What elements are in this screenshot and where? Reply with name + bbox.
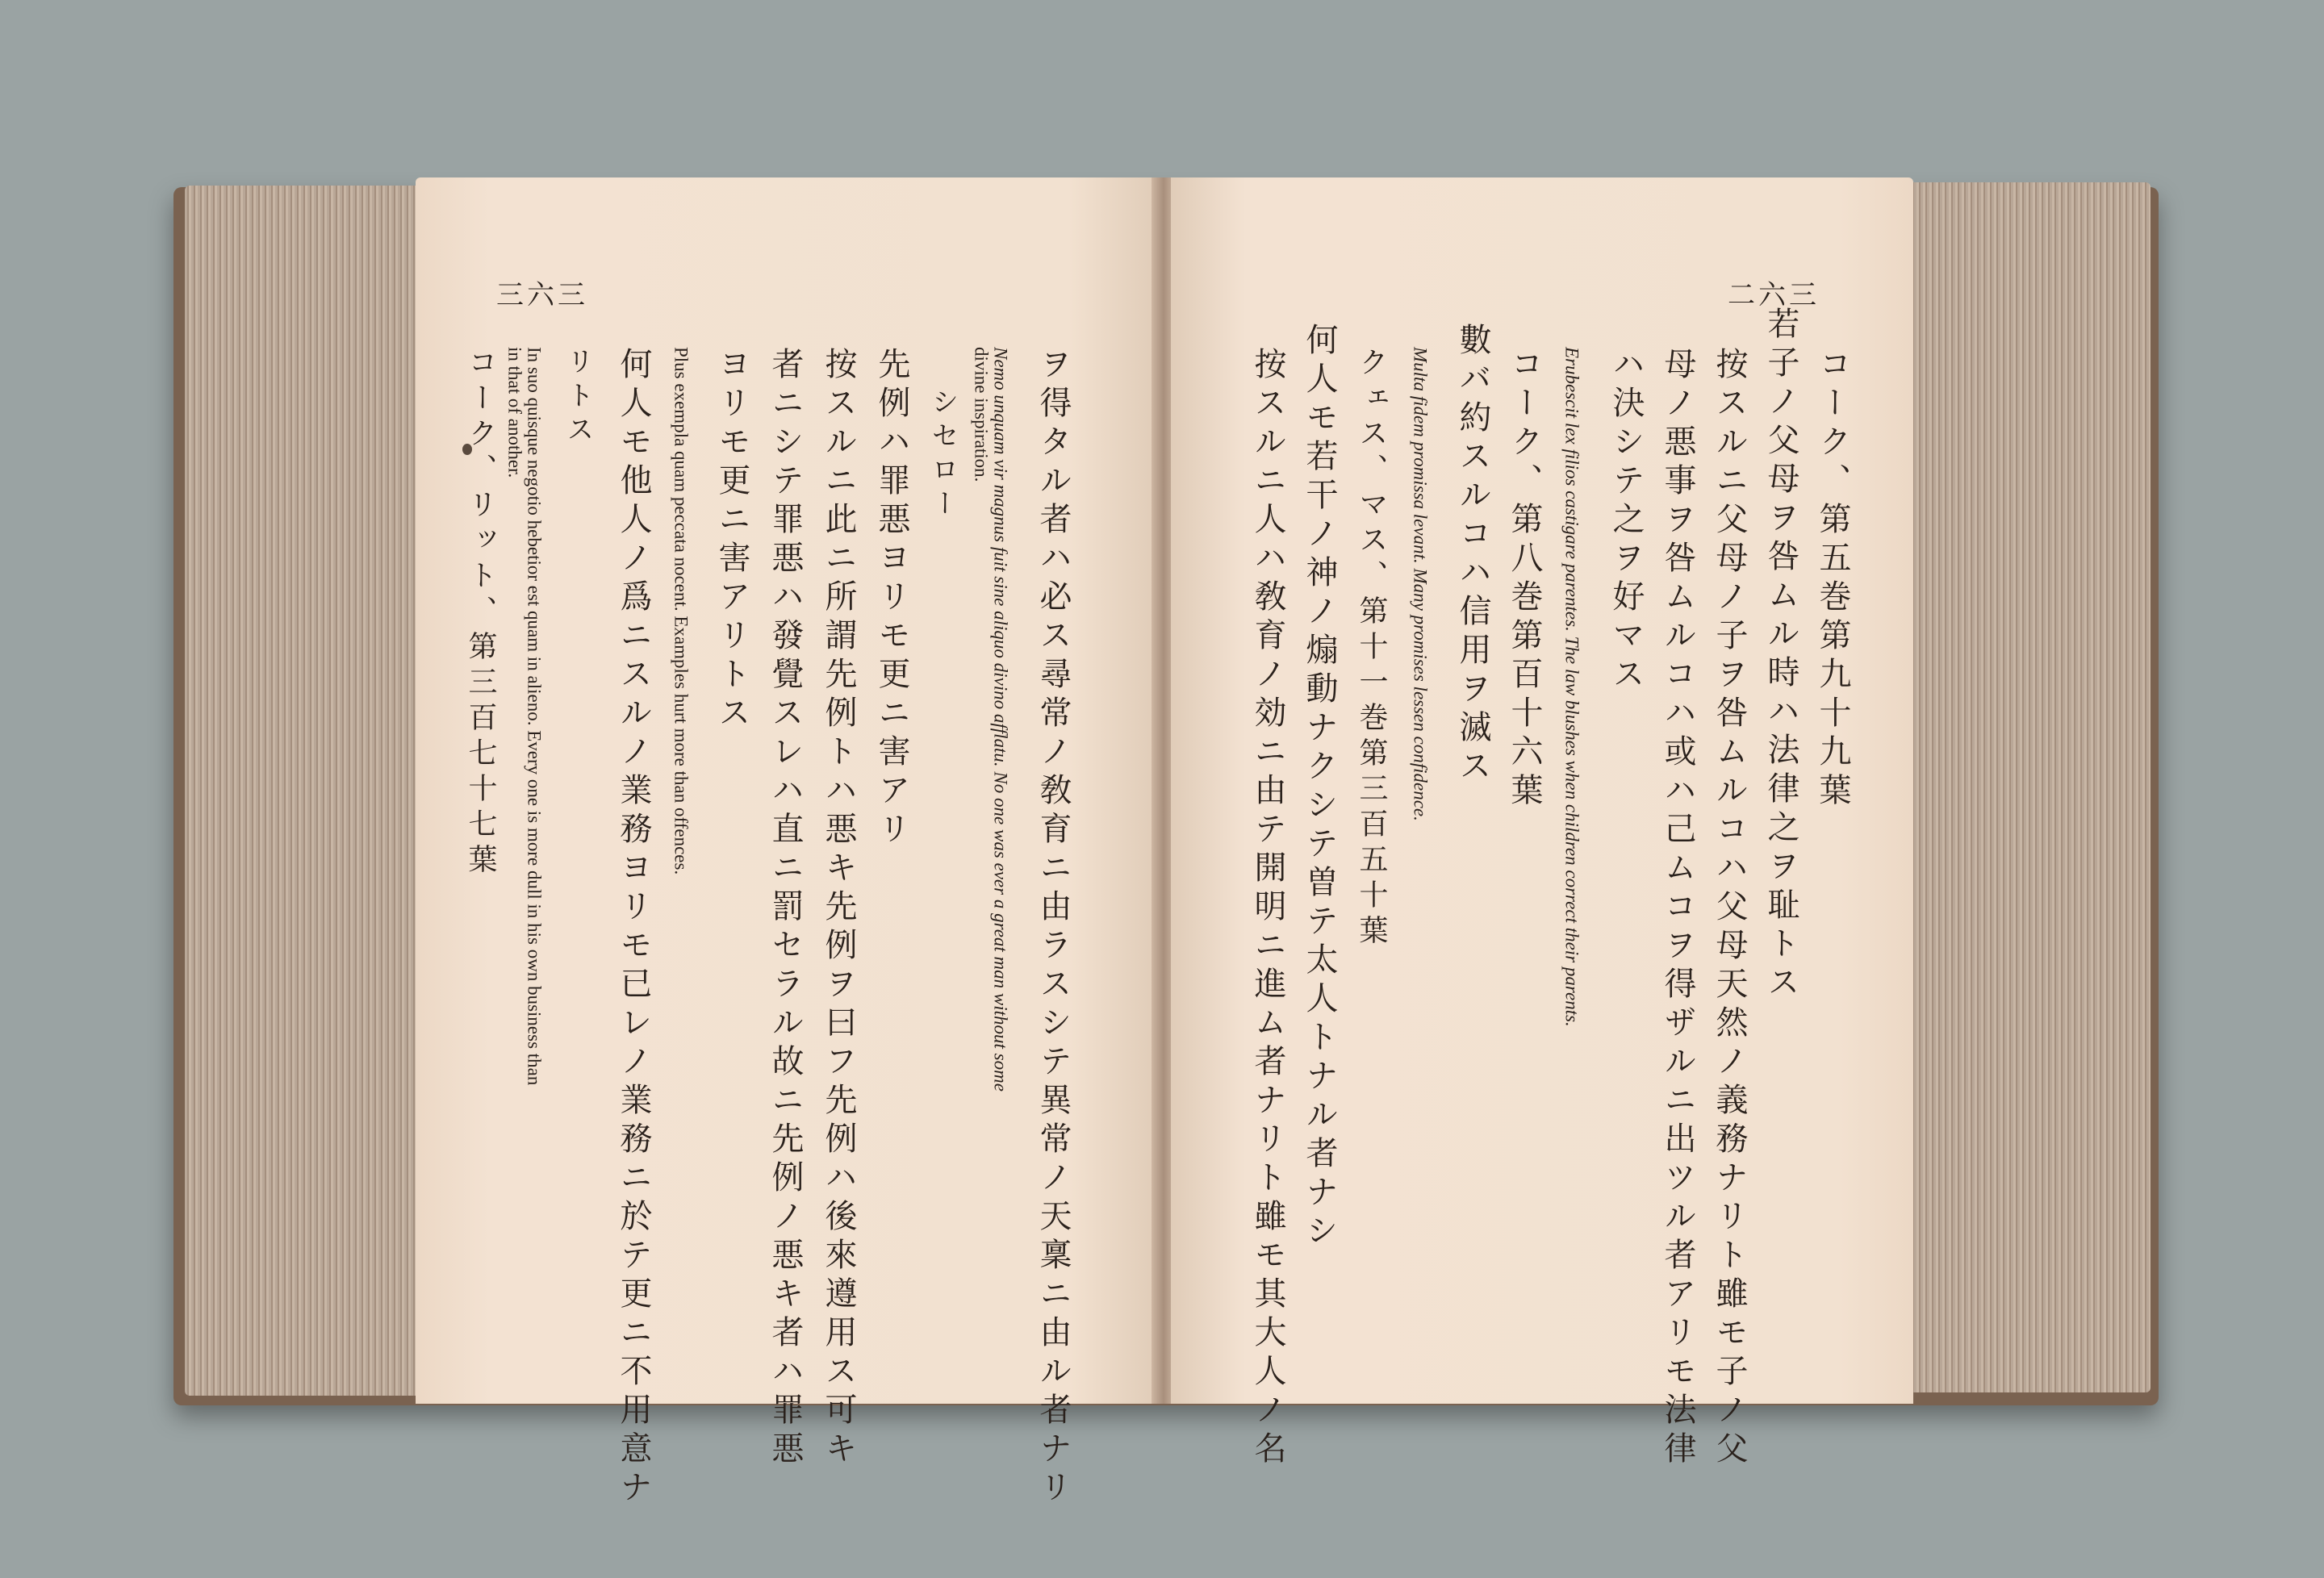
right-line-10: クェス、マス、第十一巻第三百五十葉 (1355, 347, 1388, 950)
left-line-10: 何人モ他人ノ爲ニスルノ業務ヨリモ已レノ業務ニ於テ更ニ不用意ナ (615, 347, 652, 1509)
left-line-12: In suo quisque negotio hebetior est quam in alieno. Every one is more dull in his own business than (524, 347, 545, 1086)
right-line-6: Erubescit lex filios castigare parentes. The law blushes when children correct their parents. (1561, 347, 1582, 1027)
right-line-8: 數バ約スルコハ信用ヲ滅ス (1454, 323, 1491, 787)
right-line-7: コーク、第八巻第百十六葉 (1506, 347, 1543, 812)
right-line-3: 按スルニ父母ノ子ヲ咎ムルコハ父母天然ノ義務ナリト雖モ子ノ父 (1711, 347, 1748, 1470)
left-line-1: ヲ得タル者ハ必ス尋常ノ敎育ニ由ラスシテ異常ノ天稟ニ由ル者ナリ (1035, 347, 1072, 1509)
left-line-14: コーク、リット、第三百七十七葉 (464, 347, 497, 879)
open-book (173, 177, 2159, 1509)
left-line-2: Nemo unquam vir magnus fuit sine aliquo divino afflatu. No one was ever a great man without some (990, 347, 1011, 1092)
right-page-number: 二六三 (1728, 279, 1820, 311)
right-page-edges (1884, 182, 2151, 1392)
right-line-5: ハ決シテ之ヲ好マス (1607, 347, 1645, 695)
left-line-3: divine inspiration. (971, 347, 992, 482)
left-line-6: 按スルニ此ニ所謂先例トハ悪キ先例ヲ曰フ先例ハ後來遵用ス可キ (820, 347, 857, 1470)
left-line-13: in that of another. (504, 347, 525, 478)
left-line-11: リトス (562, 347, 594, 449)
left-page (416, 177, 1158, 1509)
right-line-1: コーク、第五巻第九十九葉 (1814, 347, 1851, 812)
right-line-12: 按スルニ人ハ敎育ノ効ニ由テ開明ニ進ム者ナリト雖モ其大人ノ名 (1249, 347, 1286, 1470)
right-line-11: 何人モ若干ノ神ノ煽動ナクシテ曽テ太人トナル者ナシ (1301, 323, 1338, 1252)
right-line-4: 母ノ悪事ヲ咎ムルコハ或ハ己ムコヲ得ザルニ出ツル者アリモ法律 (1659, 347, 1696, 1470)
left-line-5: 先例ハ罪悪ヨリモ更ニ害アリ (873, 347, 910, 850)
right-line-2: 若子ノ父母ヲ咎ムル時ハ法律之ヲ耻トス (1762, 307, 1799, 1004)
left-line-7: 者ニシテ罪悪ハ發覺スレハ直ニ罰セラル故ニ先例ノ悪キ者ハ罪悪 (767, 347, 804, 1470)
right-page (1171, 177, 1913, 1470)
right-line-9: Multa fidem promissa levant. Many promises lessen confidence. (1410, 347, 1431, 821)
left-line-9: Plus exempla quam peccata nocent. Examples hurt more than offences. (671, 347, 692, 875)
left-page-number: 三六三 (496, 279, 588, 311)
left-line-8: ヨリモ更ニ害アリトス (713, 347, 750, 734)
left-line-4: シセロー (926, 387, 959, 523)
left-page-edges (185, 186, 451, 1396)
